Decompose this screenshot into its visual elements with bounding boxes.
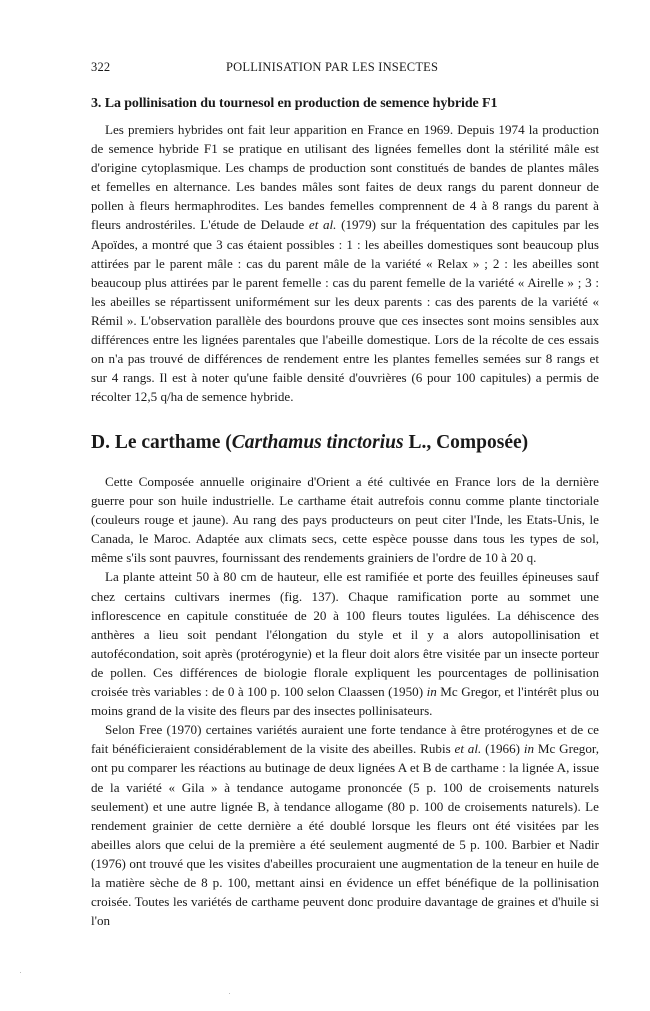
paragraph-text: La plante atteint 50 à 80 cm de hauteur, elle est ramifiée et porte des feuilles épineuses sauf chez certains cultivars inermes (fig. 137). Chaque ramification porte au sommet une inflorescence en capitule constituée de 20 à 100 fleurs toutes ligulées. La déhiscence des anthères a lieu soit pendant l'élongation du style et il y a alors autopollinisation et autofécondation, soit après (protérogynie) et la fleur doit alors être visitée par un insecte porteur de pollen. Ces différences de biologie florale expliquent les pourcentages de pollinisation croisée très variables : de 0 à 100 p. 100 selon Claassen (1950) bbox=[91, 569, 599, 700]
section-heading-prefix: D. Le carthame ( bbox=[91, 432, 232, 453]
subsection-heading: 3. La pollinisation du tournesol en production de semence hybride F1 bbox=[91, 96, 498, 111]
subsection-body bbox=[91, 120, 599, 406]
paragraph bbox=[91, 720, 599, 930]
paragraph-text: Les premiers hybrides ont fait leur apparition en France en 1969. Depuis 1974 la production de semence hybride F1 se pratique en utilisant des lignées femelles dont la stérilité mâle est d'origine cytoplasmique. Les champs de production sont constitués de bandes de plantes mâles et femelles en alternance. Les bandes mâles sont faites de deux rangs du parent donneur de pollen à fleurs hermaphrodites. Les bandes femelles comprennent de 4 à 8 rangs du parent à fleurs androstériles. L'étude de Delaude bbox=[91, 122, 599, 233]
section-heading-latin-name: Carthamus tinctorius bbox=[231, 432, 404, 453]
paragraph bbox=[91, 472, 599, 567]
running-header bbox=[91, 60, 599, 76]
running-title: POLLINISATION PAR LES INSECTES bbox=[226, 60, 439, 74]
italic-text: in bbox=[523, 741, 535, 757]
italic-text: et al. bbox=[454, 741, 482, 757]
italic-text: et al. bbox=[308, 217, 337, 233]
paragraph-text: Mc Gregor, et l'intérêt plus ou moins grand de la visite des fleurs par des insectes pollinisateurs. bbox=[91, 684, 599, 719]
paragraph-text: Mc Gregor, ont pu comparer les réactions au butinage de deux lignées A et B de carthame : la lignée A, issue de la variété « Gila » à tendance autogame prononcée (5 p. 100 de croisements naturels seulement) et une autre lignée B, à tendance allogame (80 p. 100 de croisements naturels). Le rendement grainier de cette dernière a été doublé lorsque les fleurs ont été visitées par les abeilles alors que celui de la première a été seulement augmenté de 5 p. 100. Barbier et Nadir (1976) ont trouvé que les visites d'abeilles procuraient une augmentation de la teneur en huile de la matière sèche de 8 p. 100, mettant ainsi en évidence un effet bénéfique de la pollinisation croisée. Toutes les variétés de carthame peuvent donc produire davantage de graines et d'huile si l'on bbox=[91, 741, 599, 929]
section-heading bbox=[91, 432, 599, 454]
italic-text: in bbox=[426, 684, 437, 700]
section-heading-suffix: L., Composée) bbox=[403, 432, 529, 453]
paragraph bbox=[91, 120, 599, 406]
section-body bbox=[91, 472, 599, 930]
paragraph-text: (1979) sur la fréquentation des capitules par les Apoïdes, a montré que 3 cas étaient possibles : 1 : les abeilles domestiques sont beaucoup plus attirées par le parent mâle : cas du parent mâle de la variété « Relax » ; 2 : les abeilles sont beaucoup plus attirées par le parent femelle : cas du parent femelle de la variété « Airelle » ; 3 : les abeilles se répartissent uniformément sur les deux parents : cas des parents de la variété « Rémil ». L'observation parallèle des bourdons prouve que ces insectes sont moins sensibles aux différences entre les lignées parentales que l'abeille domestique. Lors de la récolte de ces essais on n'a pas trouvé de différences de rendement entre les plantes femelles semées sur 8 rangs et sur 4 rangs. Il est à noter qu'une faible densité d'ouvrières (6 pour 100 capitules) a permis de récolter 12,5 q/ha de semence hybride. bbox=[91, 217, 599, 405]
paragraph-text: (1966) bbox=[481, 741, 524, 757]
scan-speck bbox=[229, 993, 230, 994]
paragraph bbox=[91, 567, 599, 720]
paragraph-text: Selon Free (1970) certaines variétés auraient une forte tendance à être protérogynes et de ce fait bénéficieraient considérablement de la visite des abeilles. Rubis bbox=[91, 722, 599, 757]
paragraph-text: Cette Composée annuelle originaire d'Orient a été cultivée en France lors de la dernière guerre pour son huile industrielle. Le carthame était autrefois connu comme plante tinctoriale (couleurs rouge et jaune). Au rang des pays producteurs on peut citer l'Inde, les Etats-Unis, le Canada, le Maroc. Adaptée aux climats secs, cette espèce pousse dans tous les types de sol, même s'ils sont pauvres, fournissant des rendements grainiers de l'ordre de 10 à 20 q. bbox=[91, 474, 599, 566]
scan-speck bbox=[20, 972, 21, 973]
page-number: 322 bbox=[91, 60, 111, 74]
